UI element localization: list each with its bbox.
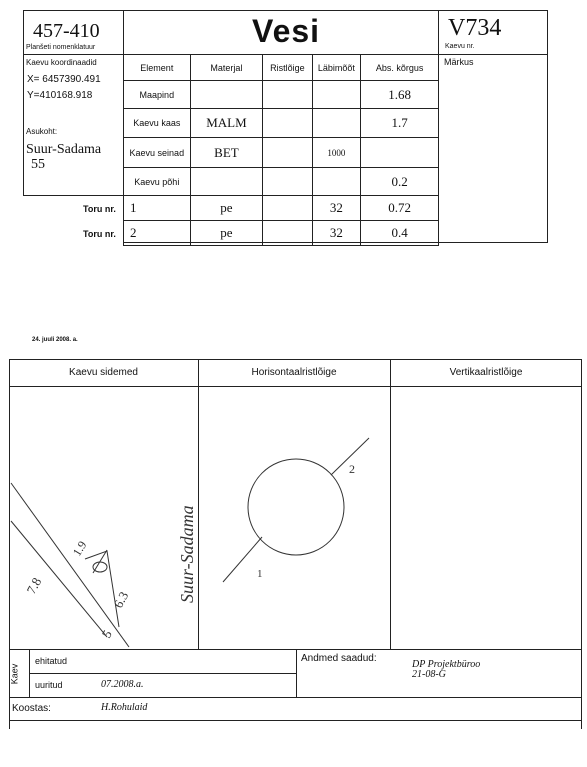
sketch-dim-top: 1.9 (69, 538, 90, 559)
well-id: V734 (448, 15, 502, 41)
sketch-dim-left: 7.8 (23, 575, 45, 597)
row-element: Kaevu seinad (124, 138, 191, 168)
row-element: Kaevu põhi (124, 168, 191, 196)
pipe-number: 1 (124, 196, 191, 221)
plan-number: 457-410 (33, 20, 100, 42)
pipe-row (124, 221, 439, 246)
location-value-line1: Suur-Sadama (26, 142, 102, 157)
row-height (361, 138, 439, 168)
built-label: ehitatud (35, 656, 68, 666)
column-header-section: Ristlõige (263, 55, 312, 81)
pipe-label-1: 1 (257, 568, 263, 580)
measured-label: uuritud (35, 680, 63, 690)
location-label: Asukoht: (26, 127, 58, 136)
pipe-height: 0.72 (361, 196, 439, 221)
column-header-material: Materjal (190, 55, 263, 81)
location-value-line2: 55 (31, 157, 45, 172)
links-sketch (9, 387, 198, 649)
column-header-diameter: Läbimõõt (312, 55, 361, 81)
panel-header-vertical: Vertikaalristlõige (449, 367, 523, 378)
plan-number-label: Planšeti nomenklatuur (26, 44, 96, 51)
sketch-sheet (9, 359, 582, 729)
pipe-number: 2 (124, 221, 191, 246)
table-row (124, 168, 439, 196)
row-section (263, 109, 312, 138)
coordinate-y: Y=410168.918 (27, 90, 93, 101)
row-element: Kaevu kaas (124, 109, 191, 138)
sketch-dim-bottom: 5 (98, 627, 115, 641)
row-height: 1.7 (361, 109, 439, 138)
source-line2: 21-08-G (412, 669, 446, 680)
panel-header-links: Kaevu sidemed (69, 367, 138, 378)
notes-header: Märkus (444, 57, 474, 67)
well-id-label: Kaevu nr. (445, 43, 475, 50)
pipe-section (263, 221, 312, 246)
row-material: BET (190, 138, 263, 168)
source-label: Andmed saadud: (301, 653, 377, 664)
pipe-diameter: 32 (312, 221, 361, 246)
pipe-label-2: 2 (349, 462, 355, 476)
table-row (124, 81, 439, 109)
table-row (124, 138, 439, 168)
row-material (190, 168, 263, 196)
sheet-side-label: Kaev (9, 663, 20, 685)
sketch-dim-right: 6.3 (110, 589, 132, 611)
row-diameter (312, 109, 361, 138)
row-height: 0.2 (361, 168, 439, 196)
pipe-material: pe (190, 221, 263, 246)
street-label: Suur-Sadama (177, 505, 197, 603)
row-material (190, 81, 263, 109)
row-section (263, 81, 312, 109)
pipe-diameter: 32 (312, 196, 361, 221)
horizontal-section-sketch (199, 387, 390, 649)
row-diameter (312, 81, 361, 109)
pipe-section (263, 196, 312, 221)
row-section (263, 168, 312, 196)
measured-value: 07.2008.a. (101, 679, 144, 690)
row-height: 1.68 (361, 81, 439, 109)
pipe-label: Toru nr. (83, 204, 116, 214)
coordinate-x: X= 6457390.491 (27, 74, 101, 85)
page-title: Vesi (252, 13, 321, 49)
table-row (124, 109, 439, 138)
pipe-height: 0.4 (361, 221, 439, 246)
row-material: MALM (190, 109, 263, 138)
coordinates-label: Kaevu koordinaadid (26, 58, 97, 67)
author-label: Koostas: (12, 703, 51, 714)
element-table (123, 54, 439, 246)
pipe-material: pe (190, 196, 263, 221)
author-value: H.Rohulaid (101, 702, 148, 713)
source-line1: DP Projektbüroo (412, 659, 481, 670)
pipe-row (124, 196, 439, 221)
well-card (23, 10, 548, 243)
row-section (263, 138, 312, 168)
date-stamp: 24. juuli 2008. a. (32, 337, 78, 343)
row-diameter: 1000 (312, 138, 361, 168)
column-header-height: Abs. kõrgus (361, 55, 439, 81)
column-header-element: Element (124, 55, 191, 81)
panel-header-horizontal: Horisontaalristlõige (251, 367, 337, 378)
row-element: Maapind (124, 81, 191, 109)
row-diameter (312, 168, 361, 196)
pipe-label: Toru nr. (83, 229, 116, 239)
